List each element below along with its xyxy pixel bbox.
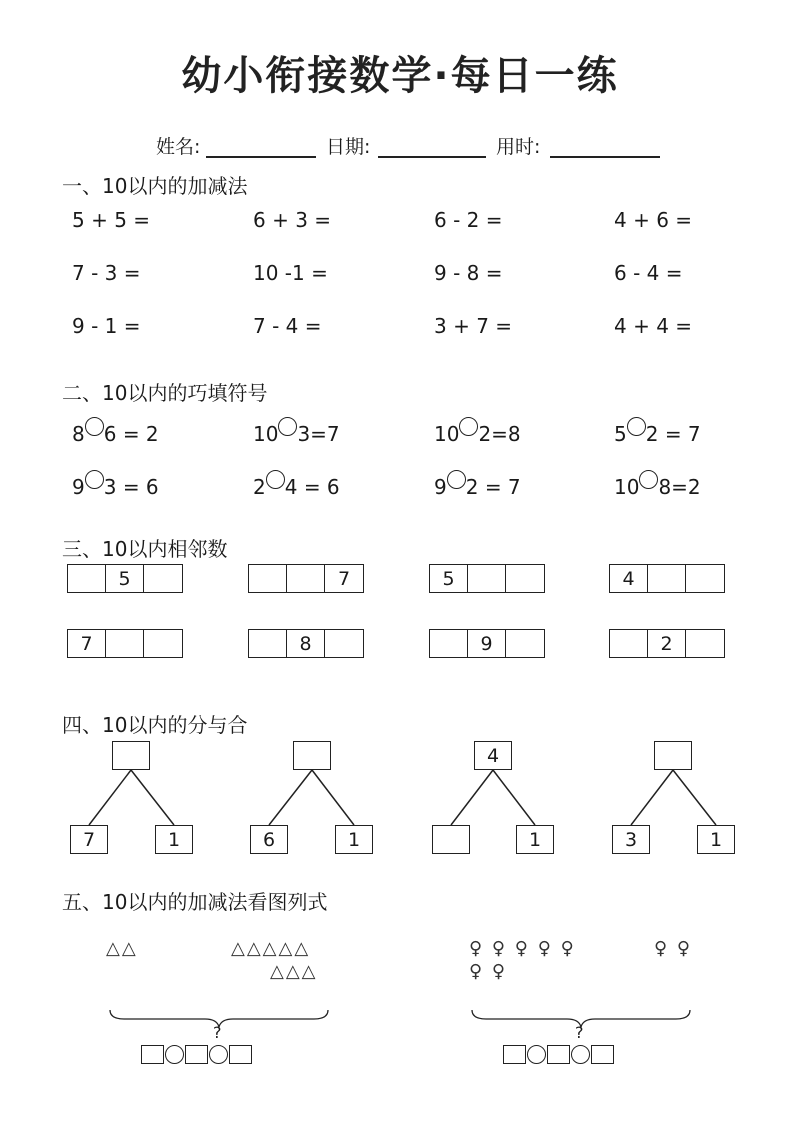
tree-left-box[interactable]: 6	[250, 825, 288, 854]
question-mark: ?	[575, 1023, 584, 1042]
answer-box[interactable]	[141, 1045, 164, 1064]
tree-left-box[interactable]: 7	[70, 825, 108, 854]
number-cell[interactable]: 5	[106, 565, 144, 592]
number-cell[interactable]: 5	[430, 565, 468, 592]
operator-circle[interactable]	[527, 1045, 546, 1064]
left-operand: 9	[434, 475, 447, 499]
tree-right-box[interactable]: 1	[516, 825, 554, 854]
tree-left-box[interactable]: 3	[612, 825, 650, 854]
right-part: 2=8	[478, 422, 521, 446]
triangle-group-b-line1: △△△△△	[231, 938, 311, 959]
left-operand: 2	[253, 475, 266, 499]
tree-right-box[interactable]: 1	[335, 825, 373, 854]
left-operand: 8	[72, 422, 85, 446]
tree-right-box[interactable]: 1	[155, 825, 193, 854]
section-4-heading: 四、10以内的分与合	[62, 713, 248, 737]
figure-group-b: ♀ ♀	[654, 938, 693, 959]
section-3-heading: 三、10以内相邻数	[62, 537, 228, 561]
triangle-group-a: △△	[106, 938, 138, 959]
number-cell[interactable]: 9	[468, 630, 506, 657]
right-part: 2 = 7	[465, 475, 521, 499]
problem: 4 + 6 =	[614, 208, 693, 232]
date-label: 日期:	[326, 136, 371, 158]
answer-box[interactable]	[591, 1045, 614, 1064]
number-cell[interactable]: 8	[287, 630, 325, 657]
section-2-heading: 二、10以内的巧填符号	[62, 381, 268, 405]
right-part: 8=2	[658, 475, 701, 499]
left-operand: 9	[72, 475, 85, 499]
operator-circle[interactable]	[571, 1045, 590, 1064]
equation-answer-row	[141, 1045, 252, 1064]
left-operand: 5	[614, 422, 627, 446]
left-operand: 10	[434, 422, 460, 446]
tree-right-box[interactable]: 1	[697, 825, 735, 854]
number-cell[interactable]: 7	[337, 567, 351, 590]
problem: 10 -1 =	[253, 261, 328, 285]
right-part: 3=7	[297, 422, 340, 446]
triangle-group-b-line2: △△△	[270, 961, 318, 982]
answer-box[interactable]	[229, 1045, 252, 1064]
answer-box[interactable]	[547, 1045, 570, 1064]
section-1-heading: 一、10以内的加减法	[62, 174, 248, 198]
operator-circle[interactable]	[209, 1045, 228, 1064]
problem: 9 - 1 =	[72, 314, 141, 338]
problem: 6 - 2 =	[434, 208, 503, 232]
tree-top-box[interactable]: 4	[474, 741, 512, 770]
name-label: 姓名:	[156, 136, 201, 158]
right-part: 3 = 6	[103, 475, 159, 499]
equation-answer-row	[503, 1045, 614, 1064]
figure-group-a-line1: ♀ ♀ ♀ ♀ ♀	[469, 938, 576, 959]
problem: 4 + 4 =	[614, 314, 693, 338]
problem: 7 - 3 =	[72, 261, 141, 285]
operator-circle[interactable]	[165, 1045, 184, 1064]
problem: 5 + 5 =	[72, 208, 151, 232]
answer-box[interactable]	[185, 1045, 208, 1064]
left-operand: 10	[614, 475, 640, 499]
right-part: 2 = 7	[645, 422, 701, 446]
right-part: 6 = 2	[103, 422, 159, 446]
number-cell[interactable]: 7	[68, 630, 106, 657]
problem: 6 - 4 =	[614, 261, 683, 285]
right-part: 4 = 6	[284, 475, 340, 499]
answer-box[interactable]	[503, 1045, 526, 1064]
page-title: 幼小衔接数学·每日一练	[181, 53, 619, 99]
section-5-heading: 五、10以内的加减法看图列式	[62, 890, 328, 914]
question-mark: ?	[213, 1023, 222, 1042]
time-label: 用时:	[496, 136, 541, 158]
number-cell[interactable]: 2	[648, 630, 686, 657]
problem: 7 - 4 =	[253, 314, 322, 338]
left-operand: 10	[253, 422, 279, 446]
problem: 3 + 7 =	[434, 314, 513, 338]
number-cell[interactable]: 4	[610, 565, 648, 592]
problem: 6 + 3 =	[253, 208, 332, 232]
problem: 9 - 8 =	[434, 261, 503, 285]
figure-group-a-line2: ♀ ♀	[469, 961, 508, 982]
